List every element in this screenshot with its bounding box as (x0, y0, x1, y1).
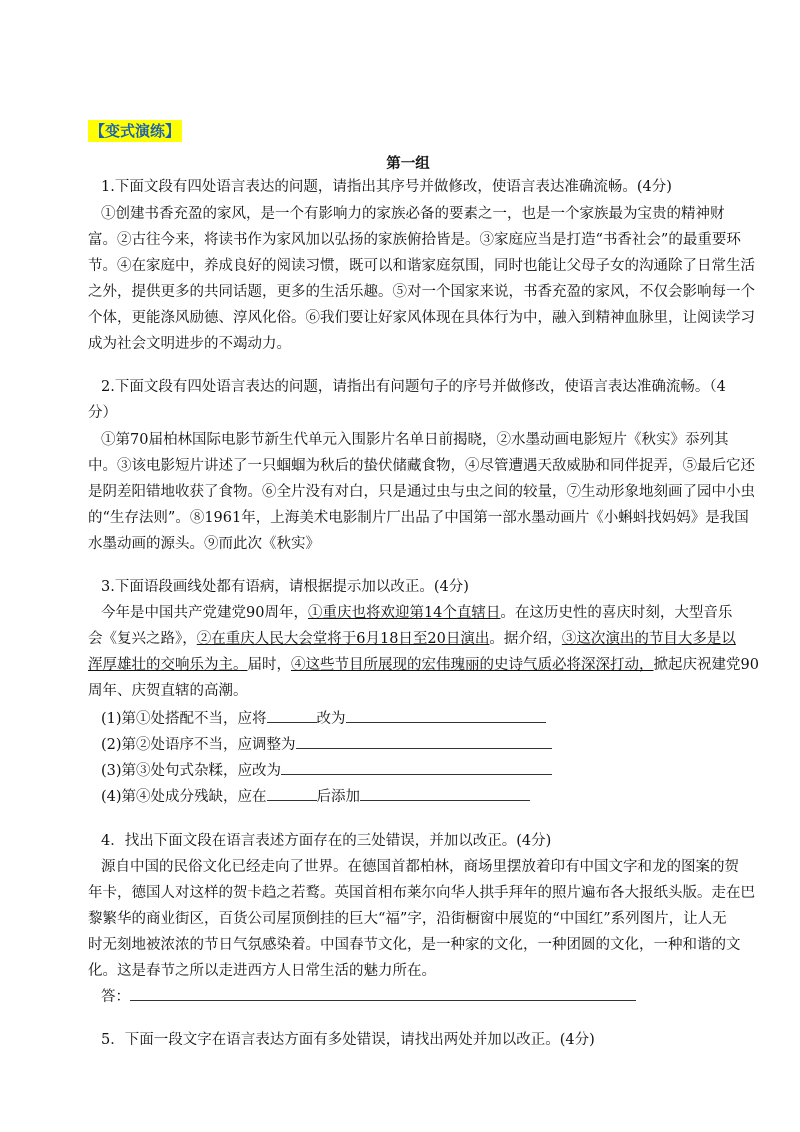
text: 改为 (316, 711, 346, 727)
q2-line: ①第70届柏林国际电影节新生代单元入围影片名单日前揭晓，②水墨动画电影短片《秋实》忝列其 (101, 432, 729, 448)
q3-sub-3 (88, 758, 741, 784)
q3-line-1 (88, 600, 741, 626)
underlined-error-2: ②在重庆人民大会堂将于6月18日至20日演出 (196, 631, 490, 647)
text: 会《复兴之路》， (88, 631, 197, 647)
answer-blank[interactable] (267, 786, 317, 801)
q1-line: 节。④在家庭中，养成良好的阅读习惯，既可以和谐家庭氛围，同时也能让父母子女的沟通除了日常生活 (88, 258, 755, 274)
q4-prompt: 4．找出下面文段在语言表述方面存在的三处错误，并加以改正。(4分) (101, 833, 552, 849)
answer-blank[interactable] (296, 734, 552, 749)
q3-sub-1 (88, 706, 741, 732)
underlined-error-3: ③这次演出的节目大多是以 (561, 631, 736, 647)
answer-blank[interactable] (281, 760, 552, 775)
q4-line: 黎繁华的商业街区，百货公司屋顶倒挂的巨大“福”字，沿街橱窗中展览的“中国红”系列图片，让人无 (88, 911, 727, 927)
q3-line-4: 周年、庆贺直辖的高潮。 (88, 683, 248, 699)
q2-line: 水墨动画的源头。⑨而此次《秋实》 (88, 536, 320, 552)
q4-answer (88, 984, 741, 1010)
q3-prompt: 3.下面语段画线处都有语病，请根据提示加以改正。(4分) (101, 579, 469, 595)
q2-prompt: 2.下面文段有四处语言表达的问题，请指出有问题句子的序号并做修改，使语言表达准确流畅。（4 (101, 379, 726, 395)
q3-sub-4 (88, 784, 741, 810)
text: 。据介绍， (489, 631, 562, 647)
answer-blank[interactable] (346, 708, 546, 723)
answer-blank[interactable] (360, 786, 530, 801)
group-title: 第一组 (386, 156, 430, 172)
answer-label: 答： (101, 989, 130, 1005)
q2-line: 中。③该电影短片讲述了一只蝈蝈为秋后的蛰伏储藏食物，④尽管遭遇天敌威胁和同伴捉弄，⑤最后它还 (88, 458, 755, 474)
q3-line-3 (88, 652, 759, 678)
q1-line: 富。②古往今来，将读书作为家风加以弘扬的家族俯拾皆是。③家庭应当是打造“书香社会”的最重要环 (88, 232, 741, 248)
q1-line: 之外，提供更多的共同话题，更多的生活乐趣。⑤对一个国家来说，书香充盈的家风，不仅会影响每一个 (88, 284, 755, 300)
q2-line: 的“生存法则”。⑧1961年，上海美术电影制片厂出品了中国第一部水墨动画片《小蝌蚪找妈妈》是我国 (88, 510, 749, 526)
underlined-error-1: ①重庆也将欢迎第14个直辖日 (307, 605, 501, 621)
q1-prompt: 1.下面文段有四处语言表达的问题，请指出其序号并做修改，使语言表达准确流畅。(4分) (101, 179, 672, 195)
text: 。在这历史性的喜庆时刻，大型音乐 (500, 605, 733, 621)
text: 今年是中国共产党建党90周年， (101, 605, 308, 621)
text: 掀起庆祝建党90 (653, 657, 759, 673)
q2-line: 是阴差阳错地收获了食物。⑥全片没有对白，只是通过虫与虫之间的较量，⑦生动形象地刻画了园中小虫 (88, 484, 755, 500)
q3-line-2 (88, 626, 736, 652)
text: (4)第④处成分残缺，应在 (101, 789, 267, 805)
answer-blank[interactable] (130, 986, 636, 1001)
q4-line: 年卡，德国人对这样的贺卡趋之若鹜。英国首相布莱尔向华人拱手拜年的照片遍布各大报纸头版。走在巴 (88, 885, 755, 901)
q1-line: 成为社会文明进步的不竭动力。 (88, 336, 291, 352)
text: (3)第③处句式杂糅，应改为 (101, 763, 282, 779)
q2-prompt-cont: 分） (88, 405, 117, 421)
underlined-error-3-cont: 浑厚雄壮的交响乐为主。 (88, 657, 248, 673)
q5-prompt: 5．下面一段文字在语言表达方面有多处错误，请找出两处并加以改正。(4分) (101, 1032, 595, 1048)
q4-line: 源自中国的民俗文化已经走向了世界。在德国首都柏林，商场里摆放着印有中国文字和龙的图案的贺 (101, 859, 739, 875)
section-tag: 【变式演练】 (90, 122, 181, 140)
q1-line: ①创建书香充盈的家风，是一个有影响力的家族必备的要素之一，也是一个家族最为宝贵的精神财 (101, 206, 725, 222)
text: (1)第①处搭配不当，应将 (101, 711, 267, 727)
q4-line: 时无刻地被浓浓的节日气氛感染着。中国春节文化，是一种家的文化，一种团圆的文化，一种和谐的文 (88, 937, 741, 953)
text: 届时， (247, 657, 291, 673)
q1-line: 个体，更能涤风励德、淳风化俗。⑥我们要让好家风体现在具体行为中，融入到精神血脉里，让阅读学习 (88, 310, 755, 326)
q4-line: 化。这是春节之所以走进西方人日常生活的魅力所在。 (88, 963, 436, 979)
answer-blank[interactable] (267, 708, 317, 723)
text: 后添加 (316, 789, 361, 805)
underlined-error-4: ④这些节目所展现的宏伟瑰丽的史诗气质必将深深打动， (291, 657, 654, 673)
q3-sub-2 (88, 732, 741, 758)
text: (2)第②处语序不当，应调整为 (101, 737, 296, 753)
